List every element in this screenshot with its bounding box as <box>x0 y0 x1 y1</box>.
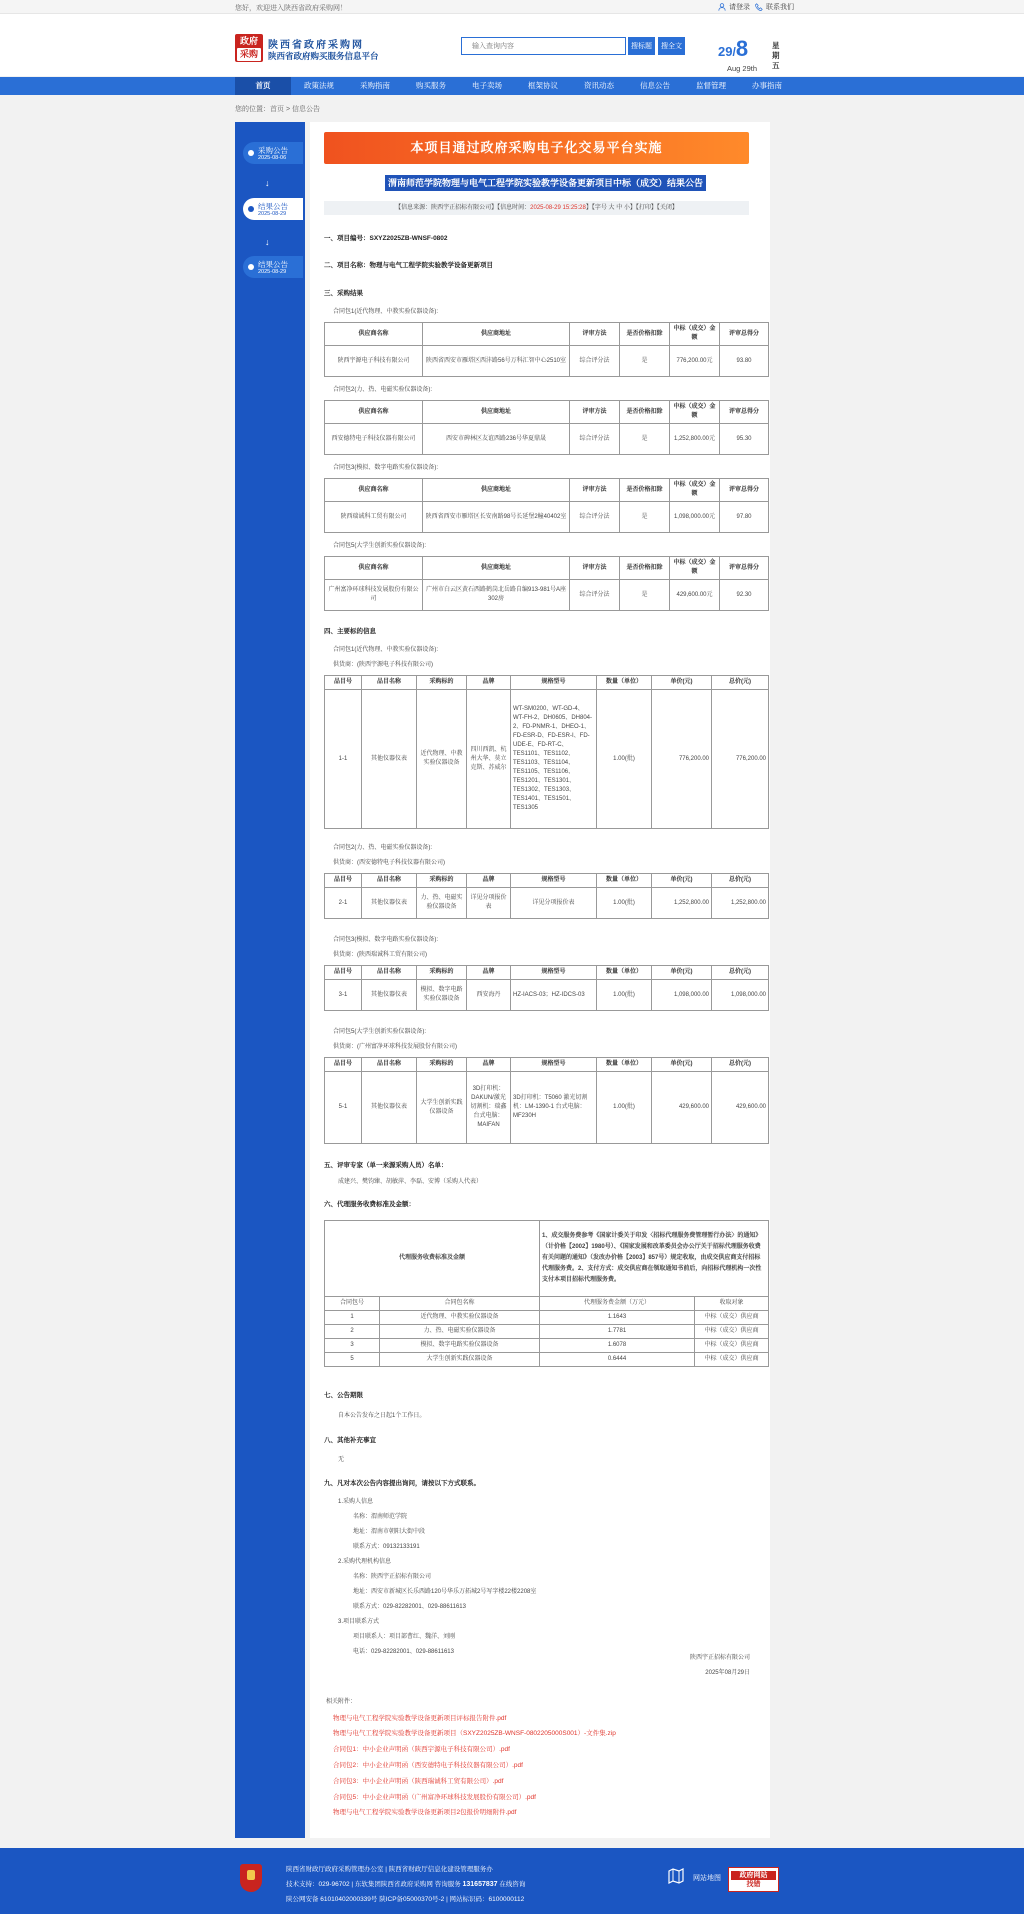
search-fulltext-button[interactable]: 搜全文 <box>658 37 685 55</box>
project-phone: 电话：029-82282001、029-88611613 <box>353 1649 454 1655</box>
notice-meta <box>324 201 749 215</box>
package-label: 合同包5(大学生创新实验仪器设备): <box>333 543 427 549</box>
attachment-link[interactable]: 合同包3：中小企业声明函（陕西瑞诚科工贸有限公司）.pdf <box>333 1778 504 1785</box>
nav-item-home[interactable]: 首页 <box>235 77 291 95</box>
site-title: 陕西省政府采购网 <box>268 40 364 51</box>
agency-phone: 联系方式：029-82282001、029-88611613 <box>353 1604 466 1610</box>
package-label: 合同包1(近代物理、中教实验仪器设备): <box>333 309 439 315</box>
other-matters: 无 <box>338 1457 345 1463</box>
package-label: 合同包3(模拟、数字电路实验仪器设备): <box>333 465 439 471</box>
attachment-link[interactable]: 物理与电气工程学院实验教学设备更新项目评标报告附件.pdf <box>333 1715 507 1722</box>
project-contacts: 项目联系人：项目部曹红、魏洋、刘刚 <box>353 1634 456 1640</box>
nav-item-emall[interactable]: 电子卖场 <box>472 81 502 90</box>
timeline-dot <box>248 206 254 212</box>
nav-item-framework[interactable]: 框架协议 <box>528 81 558 90</box>
result-table-3: 供应商名称 供应商地址 评审方法 是否价格扣除 中标（成交）金额 评审总得分 陕西瑞诚科工贸有限公司 陕西省西安市雁塔区长安南路98号长延堡2幢40402室 综合评分法 是 1,098,000.00元 97.80 <box>324 478 769 533</box>
item-table-1: 品目号 品目名称 采购标的 品牌 规格型号 数量（单位） 单价(元) 总价(元) 1-1 其他仪器仪表 近代物理、中教实验仪器设备 四川西凯、杭州大华、莫立克斯、苏威尔 WT-SM0200、WT-GD-4、WT-FH-2、DH0605、DH804-2、FD-PNMR-1、DHEO-1、FD-ESR-D、FD-ESR-I、FD-UDE-E、FD-RT-C、TES1101、TES1102、TES1103、TES1104、TES1105、TES1106、TES1201、TES1301、TES1302、TES1303、TES1401、TES1501、TES1305 1.00(批) 776,200.00 776,200.00 <box>324 675 769 829</box>
footer-icp[interactable]: 陕公网安备 61010402000339号 陕ICP备05000370号-2 | 网站标识码：6100000112 <box>286 1896 525 1903</box>
welcome-text: 您好，欢迎进入陕西省政府采购网！ <box>235 5 347 12</box>
date-display: 29/8 <box>718 36 749 61</box>
nav-item-supervision[interactable]: 监督管理 <box>696 81 726 90</box>
section-heading: 八、其他补充事宜 <box>324 1437 376 1444</box>
meta-time-label: 【信息时间： <box>497 205 531 211</box>
contact-label: 联系我们 <box>766 4 794 11</box>
sitemap-link[interactable]: 网站地图 <box>693 1875 721 1882</box>
section-heading: 三、采购结果 <box>324 290 363 297</box>
supplier-label: 供货商：(陕西宇源电子科技有限公司) <box>333 662 433 668</box>
nav-item-guide[interactable]: 采购指南 <box>360 81 390 90</box>
breadcrumb: 您的位置：首页 > 信息公告 <box>235 106 320 113</box>
logo-line2: 采购 <box>237 48 261 61</box>
logo-line1: 政府 <box>239 36 258 46</box>
section-heading: 五、评审专家（单一来源采购人员）名单： <box>324 1162 448 1169</box>
item-table-2: 品目号 品目名称 采购标的 品牌 规格型号 数量（单位） 单价(元) 总价(元) 2-1 其他仪器仪表 力、热、电磁实验仪器设备 详见分项报价表 详见分项报价表 1.00(批) 1,252,800.00 1,252,800.00 <box>324 873 769 919</box>
top-bar <box>0 0 1024 14</box>
section-heading: 四、主要标的信息 <box>324 628 376 635</box>
sidebar-timeline <box>235 122 305 1838</box>
main-nav <box>0 77 1024 95</box>
badge-bottom: 找错 <box>746 1881 761 1888</box>
notice-title: 渭南师范学院物理与电气工程学院实验教学设备更新项目中标（成交）结果公告 <box>385 175 706 191</box>
contact-link[interactable] <box>755 2 794 12</box>
search-title-button[interactable]: 搜标题 <box>628 37 655 55</box>
site-subtitle: 陕西省政府购买服务信息平台 <box>268 51 379 61</box>
purchaser-address: 地址：渭南市朝阳大街中段 <box>353 1529 426 1535</box>
sidebar-item-date: 2025-08-29 <box>258 211 287 217</box>
agency-name: 名称：陕西宇正招标有限公司 <box>353 1574 432 1580</box>
attachment-link[interactable]: 合同包5：中小企业声明函（广州富净环球科技发展股份有限公司）.pdf <box>333 1794 536 1801</box>
agency-address: 地址：西安市新城区长乐西路120号华乐万拓城2号写字楼22楼2208室 <box>353 1589 537 1595</box>
meta-source: 【信息来源：陕西宇正招标有限公司】 <box>395 205 498 211</box>
sitemap-icon[interactable] <box>668 1868 684 1884</box>
site-footer <box>0 1848 1024 1914</box>
package-label: 合同包3(模拟、数字电路实验仪器设备): <box>333 937 439 943</box>
supplier-label: 供货商：(西安德特电子科技仪器有限公司) <box>333 860 445 866</box>
purchaser-phone: 联系方式：09132133191 <box>353 1544 420 1550</box>
nav-item-news[interactable]: 资讯动态 <box>584 81 614 90</box>
date-day: 29 <box>718 44 733 59</box>
timeline-dot <box>248 150 254 156</box>
footer-support: 技术支持：029-96702 | 东软集团陕西省政府采购网 咨询服务 131657837 在线咨询 <box>286 1881 526 1888</box>
item-table-3: 品目号 品目名称 采购标的 品牌 规格型号 数量（单位） 单价(元) 总价(元) 3-1 其他仪器仪表 模拟、数字电路实验仪器设备 西安海丹 HZ-IACS-03；HZ-IDCS-03 1.00(批) 1,098,000.00 1,098,000.00 <box>324 965 769 1011</box>
package-label: 合同包1(近代物理、中教实验仪器设备): <box>333 647 439 653</box>
login-label: 请登录 <box>729 4 750 11</box>
result-table-2: 供应商名称 供应商地址 评审方法 是否价格扣除 中标（成交）金额 评审总得分 西安德特电子科技仪器有限公司 西安市碑林区友谊西路236号华夏鼎晟 综合评分法 是 1,252,800.00元 95.30 <box>324 400 769 455</box>
sidebar-item-result-active[interactable] <box>243 198 303 220</box>
section-heading: 七、公告期限 <box>324 1392 363 1399</box>
site-logo[interactable] <box>235 34 263 62</box>
nav-item-notices[interactable]: 信息公告 <box>640 81 670 90</box>
fee-table: 代理服务收费标准及金额 1、成交服务费参考《国家计委关于印发〈招标代理服务费管理暂行办法〉的通知》（计价格【2002】1980号）、《国家发展和改革委员会办公厅关于招标代理服务收费有关问题的通知》（发改办价格【2003】857号）规定收取，由成交供应商支付招标代理服务费。2、支付方式：成交供应商在领取通知书前后，向招标代理机构一次性支付本项目招标代理服务费。 合同包号 合同包名称 代理服务费金额（万元） 收取对象 1 近代物理、中教实验仪器设备 1.1643 中标（成交）供应商 2 力、热、电磁实验仪器设备 1.7781 中标（成交）供应商 3 模拟、数字电路实验仪器设备 1.6078 中标（成交）供应商 5 大学生创新实践仪器设备 0.6444 中标（成交）供应商 <box>324 1220 769 1367</box>
attachment-link[interactable]: 合同包1：中小企业声明函（陕西宇源电子科技有限公司）.pdf <box>333 1746 510 1753</box>
expert-list: 成建兴、樊钧臻、胡敏萍、李磊、安博（采购人代表） <box>338 1179 483 1185</box>
login-link[interactable] <box>718 2 750 12</box>
e-platform-banner: 本项目通过政府采购电子化交易平台实施 <box>324 132 749 164</box>
meta-tools[interactable]: 】【字号 大 中 小】【打印】【关闭】 <box>585 205 678 211</box>
purchaser-name: 名称：渭南师范学院 <box>353 1514 408 1520</box>
find-error-badge[interactable] <box>728 1867 779 1892</box>
site-header <box>0 14 1024 76</box>
project-number: 一、项目编号：SXYZ2025ZB-WNSF-0802 <box>324 235 448 242</box>
signature-org: 陕西宇正招标有限公司 <box>689 1655 750 1661</box>
package-label: 合同包2(力、热、电磁实验仪器设备): <box>333 845 433 851</box>
arrow-down-icon: ↓ <box>265 237 270 247</box>
arrow-down-icon: ↓ <box>265 178 270 188</box>
sidebar-item-date: 2025-08-06 <box>258 155 287 161</box>
contact-heading: 3.项目联系方式 <box>338 1619 380 1625</box>
section-heading: 六、代理服务收费标准及金额： <box>324 1201 415 1208</box>
supplier-label: 供货商：(陕西瑞诚科工贸有限公司) <box>333 952 427 958</box>
supplier-label: 供货商：(广州富净环球科技发展股份有限公司) <box>333 1044 457 1050</box>
sidebar-item-title: 结果公告 <box>258 260 288 269</box>
phone-icon <box>755 3 763 11</box>
contact-heading: 1.采购人信息 <box>338 1499 374 1505</box>
weekday: 星期五 <box>772 41 780 70</box>
nav-item-office[interactable]: 办事指南 <box>752 81 782 90</box>
badge-top: 政府网站 <box>731 1871 776 1880</box>
signature-date: 2025年08月29日 <box>705 1670 750 1676</box>
package-label: 合同包5(大学生创新实验仪器设备): <box>333 1029 427 1035</box>
notice-content <box>310 122 770 1838</box>
result-table-5: 供应商名称 供应商地址 评审方法 是否价格扣除 中标（成交）金额 评审总得分 广州富净环球科技发展股份有限公司 广州市白云区黄石西路鹤岗北岳路自编913-981号A座302房 综合评分法 是 429,600.00元 92.30 <box>324 556 769 611</box>
footer-org: 陕西省财政厅政府采购管理办公室 | 陕西省财政厅信息化建设管理服务办 <box>286 1866 493 1873</box>
attachment-link[interactable]: 物理与电气工程学院实验教学设备更新项目（SXYZ2025ZB-WNSF-0802205000S001）-文件集.zip <box>333 1730 616 1737</box>
contact-heading: 2.采购代理机构信息 <box>338 1559 392 1565</box>
sidebar-item-result[interactable] <box>243 256 303 278</box>
section-heading: 九、凡对本次公告内容提出询问，请按以下方式联系。 <box>324 1480 480 1487</box>
attachments-label: 相关附件： <box>326 1699 357 1705</box>
notice-period: 自本公告发布之日起1个工作日。 <box>338 1413 426 1419</box>
item-table-5: 品目号 品目名称 采购标的 品牌 规格型号 数量（单位） 单价(元) 总价(元) 5-1 其他仪器仪表 大学生创新实践仪器设备 3D打印机：DAKUN/激光切割机：瑞鑫 台式电脑：MAIFAN 3D打印机：T5060 激光切割机：LM-1390-1 台式电脑：MF230H 1.00(批) 429,600.00 429,600.00 <box>324 1057 769 1144</box>
date-english: Aug 29th <box>727 64 758 73</box>
sidebar-item-date: 2025-08-29 <box>258 269 287 275</box>
package-label: 合同包2(力、热、电磁实验仪器设备): <box>333 387 433 393</box>
result-table-1: 供应商名称 供应商地址 评审方法 是否价格扣除 中标（成交）金额 评审总得分 陕西宇源电子科技有限公司 陕西省西安市雁塔区西沣路56号万科汇智中心2510室 综合评分法 是 776,200.00元 93.80 <box>324 322 769 377</box>
sidebar-item-title: 结果公告 <box>258 202 288 211</box>
timeline-dot <box>248 264 254 270</box>
user-icon <box>718 3 726 11</box>
police-emblem-icon <box>240 1864 262 1892</box>
sidebar-item-title: 采购公告 <box>258 146 288 155</box>
nav-item-service[interactable]: 购买服务 <box>416 81 446 90</box>
sidebar-item-procurement[interactable] <box>243 142 303 164</box>
attachment-link[interactable]: 合同包2：中小企业声明函（西安德特电子科技仪器有限公司）.pdf <box>333 1762 523 1769</box>
date-month: 8 <box>735 36 749 61</box>
attachment-link[interactable]: 物理与电气工程学院实验教学设备更新项目2包报价明细附件.pdf <box>333 1809 517 1816</box>
meta-time: 2025-08-29 15:25:28 <box>530 205 586 211</box>
search-input[interactable] <box>461 37 626 55</box>
nav-item-policy[interactable]: 政策法规 <box>304 81 334 90</box>
project-name: 二、项目名称：物理与电气工程学院实验教学设备更新项目 <box>324 262 493 269</box>
